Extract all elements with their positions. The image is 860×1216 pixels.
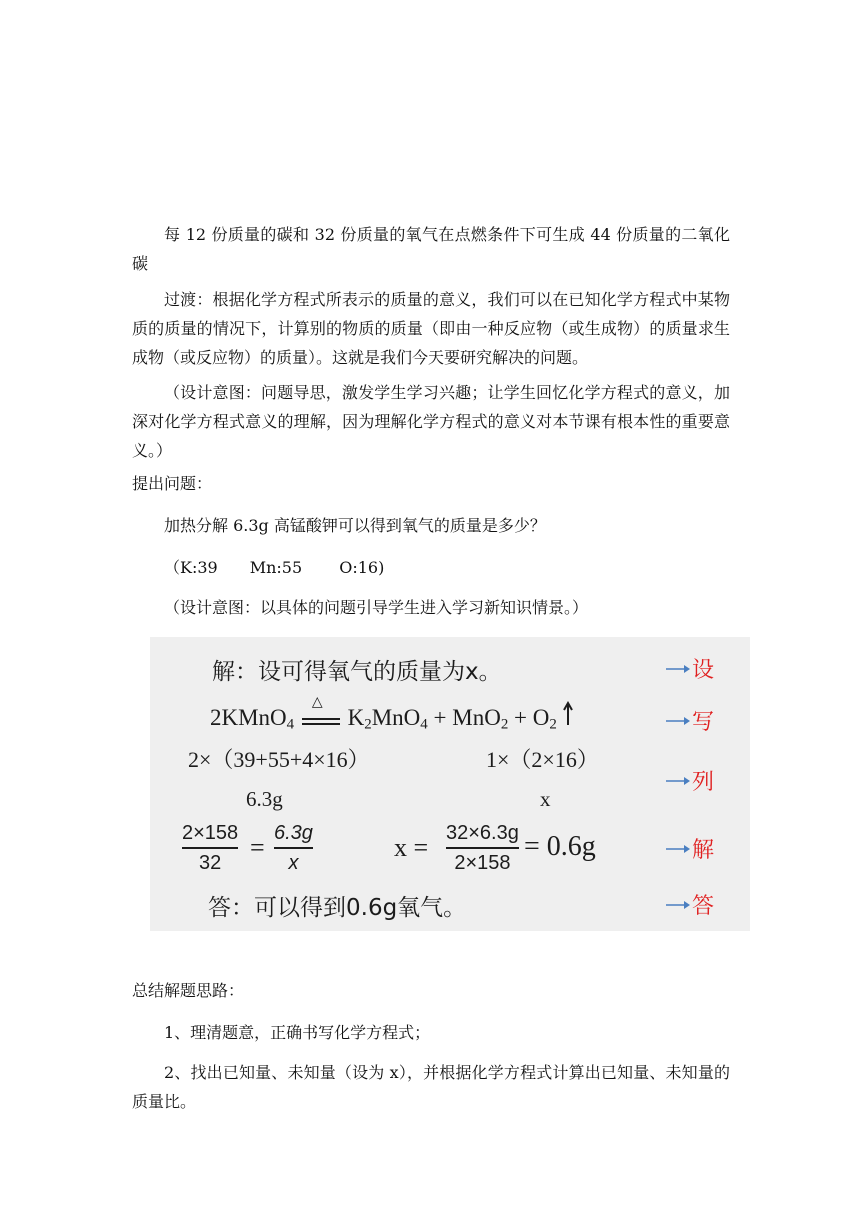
paragraph-design-intent-1: （设计意图：问题导思，激发学生学习兴趣；让学生回忆化学方程式的意义，加深对化学方程式意义的理解，因为理解化学方程式的意义对本节课有根本性的重要意义。） — [132, 383, 730, 460]
molar-mass-left: 2×（39+55+4×16） — [188, 747, 370, 772]
result-value: = 0.6g — [524, 831, 596, 862]
step-answer: 答 — [666, 889, 714, 920]
unknown-mass: x — [540, 787, 551, 811]
paragraph-question-heading: 提出问题： — [132, 474, 213, 493]
step-write: 写 — [666, 705, 714, 736]
solution-answer: 答：可以得到0.6g氧气。 — [208, 895, 467, 921]
paragraph-question: 加热分解 6.3g 高锰酸钾可以得到氧气的质量是多少？ — [164, 516, 546, 535]
given-mass: 6.3g — [246, 787, 283, 811]
arrow-right-icon — [666, 843, 690, 855]
paragraph-meaning: 每 12 份质量的碳和 32 份质量的氧气在点燃条件下可生成 44 份质量的二氧化碳 — [132, 225, 730, 273]
ratio-fraction-1: 2×158 32 — [182, 822, 239, 874]
arrow-right-icon — [666, 899, 690, 911]
paragraph-transition: 过渡：根据化学方程式所表示的质量的意义，我们可以在已知化学方程式中某物质的质量的情况下，计算别的物质的质量（即由一种反应物（或生成物）的质量求生成物（或反应物）的质量）。这就是我们今天要研究解决的问题。 — [132, 290, 730, 367]
heat-condition — [300, 694, 342, 730]
step-set: 设 — [666, 653, 714, 684]
molar-mass-right: 1×（2×16） — [486, 747, 599, 772]
arrow-right-icon — [666, 715, 690, 727]
step-list: 列 — [666, 765, 714, 796]
paragraph-design-intent-2: （设计意图：以具体的问题引导学生进入学习新知识情景。） — [164, 598, 589, 617]
ratio-fraction-2: 6.3g x — [274, 822, 313, 874]
solution-image — [150, 637, 750, 931]
x-equals: x = — [394, 833, 429, 862]
arrow-right-icon — [666, 663, 690, 675]
paragraph-step-1: 1、理清题意，正确书写化学方程式； — [164, 1023, 431, 1042]
solution-setup: 解：设可得氧气的质量为x。 — [212, 659, 502, 685]
paragraph-atomic-masses: （K:39 Mn:55 O:16) — [164, 558, 385, 577]
heat-symbol: △ — [311, 694, 323, 710]
equals-sign: = — [250, 833, 265, 862]
arrow-right-icon — [666, 775, 690, 787]
gas-arrow-icon — [563, 701, 573, 727]
step-solve: 解 — [666, 833, 714, 864]
paragraph-step-2: 2、找出已知量、未知量（设为 x），并根据化学方程式计算出已知量、未知量的质量比。 — [132, 1063, 730, 1111]
chemical-equation: 2KMnO$_4$ △ $K_2MnO_4 + MnO_2 + O_2$ — [210, 701, 573, 734]
calc-fraction: 32×6.3g 2×158 — [446, 822, 519, 874]
paragraph-summary-heading: 总结解题思路： — [132, 981, 245, 1000]
